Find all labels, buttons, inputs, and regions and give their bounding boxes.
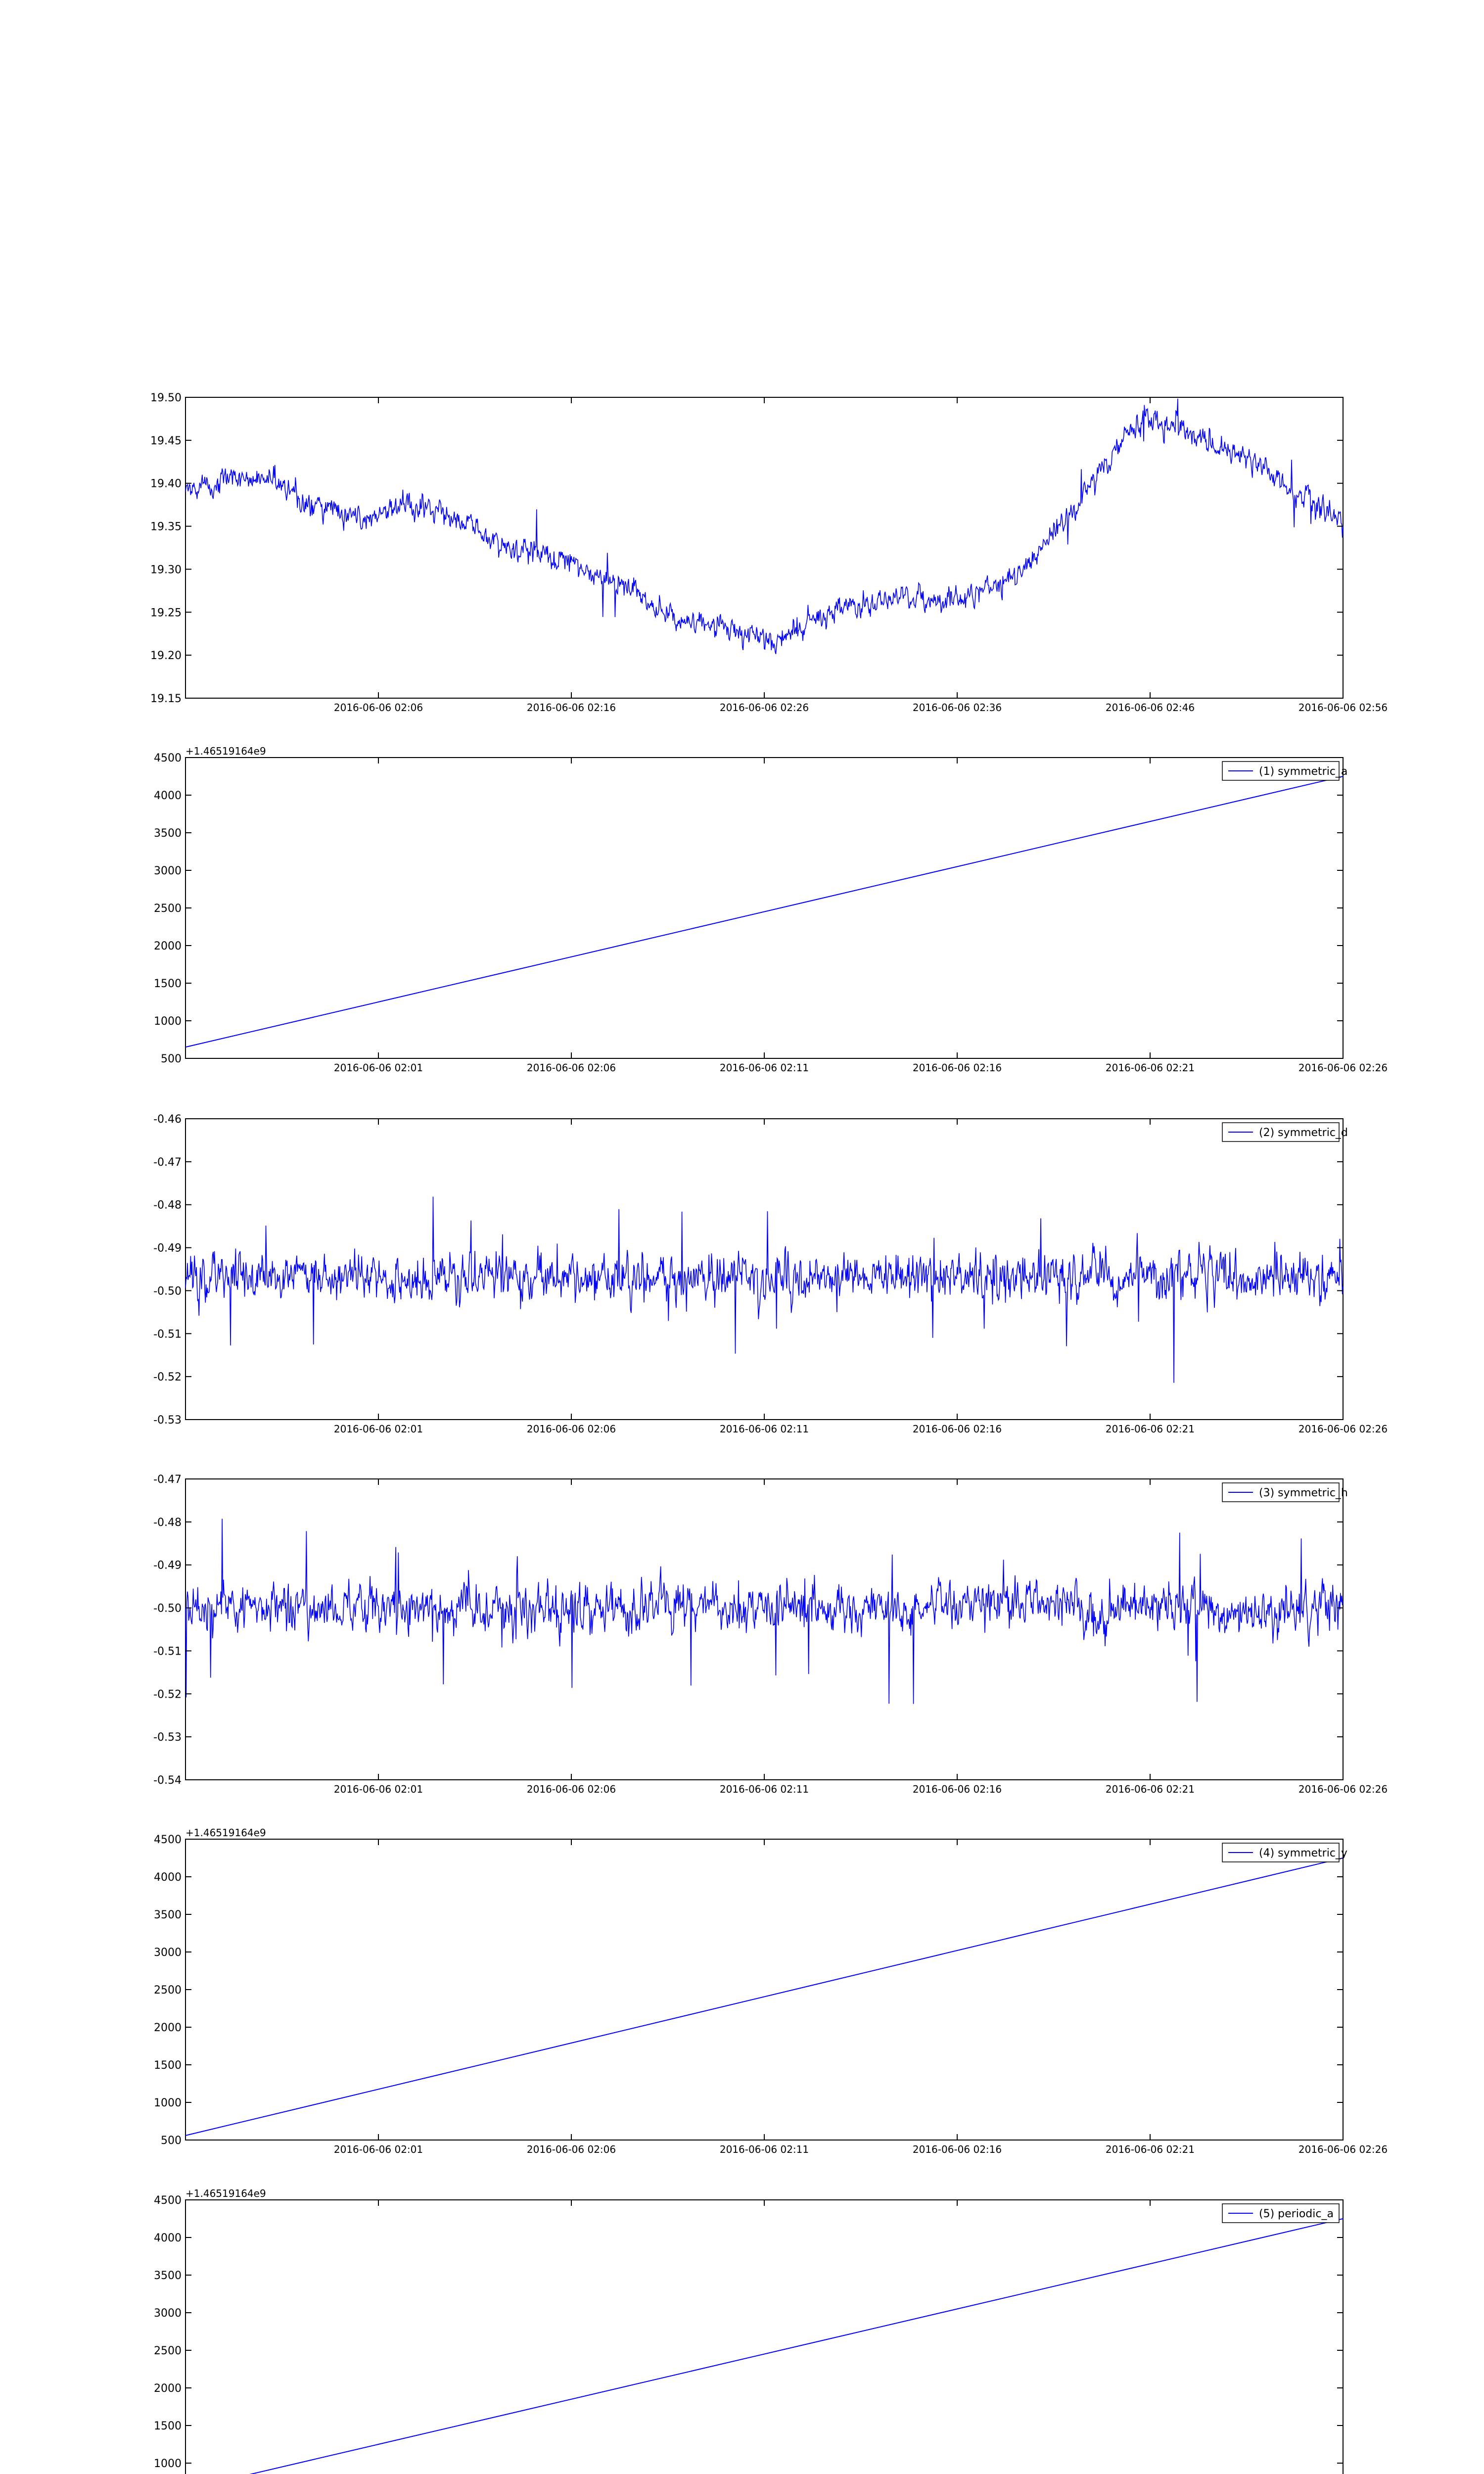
y-tick-label: 1500 <box>154 2420 182 2432</box>
y-tick-label: 1500 <box>154 978 182 990</box>
y-tick-label: -0.49 <box>153 1559 182 1572</box>
series-line <box>186 776 1343 1047</box>
x-tick-label: 2016-06-06 02:01 <box>333 1062 423 1074</box>
x-tick-label: 2016-06-06 02:11 <box>719 1423 809 1435</box>
y-tick-label: -0.51 <box>153 1328 182 1341</box>
y-tick-label: 2500 <box>154 1984 182 1997</box>
y-tick-label: 4500 <box>154 752 182 764</box>
x-tick-label: 2016-06-06 02:16 <box>912 1423 1002 1435</box>
offset-label: +1.46519164e9 <box>186 745 266 757</box>
y-tick-label: -0.50 <box>153 1285 182 1298</box>
legend <box>1222 1843 1347 1862</box>
y-tick-label: 1000 <box>154 2458 182 2470</box>
x-tick-label: 2016-06-06 02:26 <box>719 702 809 714</box>
x-tick-label: 2016-06-06 02:16 <box>912 2143 1002 2155</box>
x-tick-label: 2016-06-06 02:46 <box>1105 702 1195 714</box>
subplot-symmetric_h <box>153 1474 1388 1795</box>
x-tick-label: 2016-06-06 02:21 <box>1105 1783 1195 1795</box>
legend <box>1222 761 1347 780</box>
y-tick-label: 4000 <box>154 790 182 802</box>
x-tick-label: 2016-06-06 02:21 <box>1105 1423 1195 1435</box>
x-tick-label: 2016-06-06 02:36 <box>912 702 1002 714</box>
y-tick-label: 19.50 <box>150 392 182 404</box>
subplot-symmetric_d <box>153 1113 1388 1435</box>
y-tick-label: 19.30 <box>150 564 182 576</box>
y-tick-label: 500 <box>161 2135 182 2147</box>
y-tick-label: -0.46 <box>153 1113 182 1126</box>
axes-frame <box>186 758 1343 1058</box>
y-tick-label: -0.50 <box>153 1602 182 1615</box>
x-tick-label: 2016-06-06 02:26 <box>1298 1423 1388 1435</box>
y-tick-label: 19.15 <box>150 693 182 705</box>
axes-frame <box>186 1839 1343 2140</box>
y-tick-label: 4000 <box>154 1871 182 1884</box>
x-tick-label: 2016-06-06 02:26 <box>1298 2143 1388 2155</box>
x-tick-label: 2016-06-06 02:16 <box>912 1783 1002 1795</box>
x-tick-label: 2016-06-06 02:06 <box>526 1423 616 1435</box>
y-tick-label: -0.53 <box>153 1414 182 1427</box>
x-tick-label: 2016-06-06 02:26 <box>1298 1783 1388 1795</box>
y-tick-label: 2000 <box>154 2382 182 2395</box>
y-tick-label: 3000 <box>154 2307 182 2320</box>
y-tick-label: 1000 <box>154 2097 182 2109</box>
series-line <box>186 399 1343 654</box>
x-tick-label: 2016-06-06 02:01 <box>333 2143 423 2155</box>
y-tick-label: -0.48 <box>153 1199 182 1212</box>
x-tick-label: 2016-06-06 02:11 <box>719 2143 809 2155</box>
legend-label: (1) symmetric_a <box>1259 765 1348 778</box>
x-tick-label: 2016-06-06 02:56 <box>1298 702 1388 714</box>
y-tick-label: 3500 <box>154 1909 182 1921</box>
x-tick-label: 2016-06-06 02:26 <box>1298 1062 1388 1074</box>
y-tick-label: 3500 <box>154 827 182 840</box>
subplot-symmetric_a <box>154 745 1388 1074</box>
y-tick-label: 1500 <box>154 2059 182 2072</box>
y-tick-label: 2000 <box>154 2022 182 2034</box>
y-tick-label: -0.53 <box>153 1731 182 1744</box>
y-tick-label: 19.45 <box>150 434 182 447</box>
subplot-symmetric_y <box>154 1827 1388 2155</box>
y-tick-label: -0.49 <box>153 1242 182 1255</box>
y-tick-label: 2500 <box>154 2345 182 2357</box>
legend <box>1222 1483 1348 1502</box>
series-line <box>186 2219 1343 2474</box>
series-line <box>186 1858 1343 2136</box>
y-tick-label: 3000 <box>154 1947 182 1959</box>
x-tick-label: 2016-06-06 02:21 <box>1105 2143 1195 2155</box>
legend-label: (2) symmetric_d <box>1259 1127 1348 1139</box>
y-tick-label: 4500 <box>154 1834 182 1846</box>
y-tick-label: 4000 <box>154 2232 182 2244</box>
offset-label: +1.46519164e9 <box>186 1827 266 1839</box>
x-tick-label: 2016-06-06 02:01 <box>333 1423 423 1435</box>
legend-label: (4) symmetric_y <box>1259 1847 1347 1859</box>
y-tick-label: -0.47 <box>153 1474 182 1486</box>
x-tick-label: 2016-06-06 02:16 <box>912 1062 1002 1074</box>
legend <box>1222 2204 1339 2223</box>
y-tick-label: 1000 <box>154 1015 182 1028</box>
subplot-periodic_a <box>154 2188 1388 2474</box>
x-tick-label: 2016-06-06 02:06 <box>526 1783 616 1795</box>
y-tick-label: 3500 <box>154 2270 182 2282</box>
legend <box>1222 1123 1348 1142</box>
subplot-raw <box>150 392 1388 714</box>
x-tick-label: 2016-06-06 02:01 <box>333 1783 423 1795</box>
y-tick-label: -0.52 <box>153 1688 182 1701</box>
y-tick-label: 19.20 <box>150 650 182 663</box>
y-tick-label: 19.25 <box>150 607 182 619</box>
y-tick-label: 500 <box>161 1053 182 1065</box>
y-tick-label: -0.54 <box>153 1774 182 1787</box>
x-tick-label: 2016-06-06 02:11 <box>719 1062 809 1074</box>
y-tick-label: -0.52 <box>153 1371 182 1384</box>
axes-frame <box>186 2200 1343 2474</box>
y-tick-label: 2000 <box>154 940 182 952</box>
series-line <box>186 1197 1343 1383</box>
legend-label: (5) periodic_a <box>1259 2208 1334 2220</box>
axes-frame <box>186 397 1343 698</box>
y-tick-label: 2500 <box>154 903 182 915</box>
x-tick-label: 2016-06-06 02:16 <box>526 702 616 714</box>
legend-label: (3) symmetric_h <box>1259 1487 1348 1499</box>
y-tick-label: -0.51 <box>153 1645 182 1658</box>
y-tick-label: 3000 <box>154 865 182 877</box>
x-tick-label: 2016-06-06 02:11 <box>719 1783 809 1795</box>
y-tick-label: -0.47 <box>153 1156 182 1169</box>
y-tick-label: 4500 <box>154 2194 182 2207</box>
x-tick-label: 2016-06-06 02:06 <box>526 1062 616 1074</box>
x-tick-label: 2016-06-06 02:06 <box>526 2143 616 2155</box>
series-line <box>186 1519 1343 1704</box>
y-tick-label: -0.48 <box>153 1516 182 1529</box>
y-tick-label: 19.35 <box>150 521 182 533</box>
x-tick-label: 2016-06-06 02:21 <box>1105 1062 1195 1074</box>
offset-label: +1.46519164e9 <box>186 2188 266 2199</box>
y-tick-label: 19.40 <box>150 477 182 490</box>
axes-frame <box>186 1479 1343 1780</box>
x-tick-label: 2016-06-06 02:06 <box>333 702 423 714</box>
